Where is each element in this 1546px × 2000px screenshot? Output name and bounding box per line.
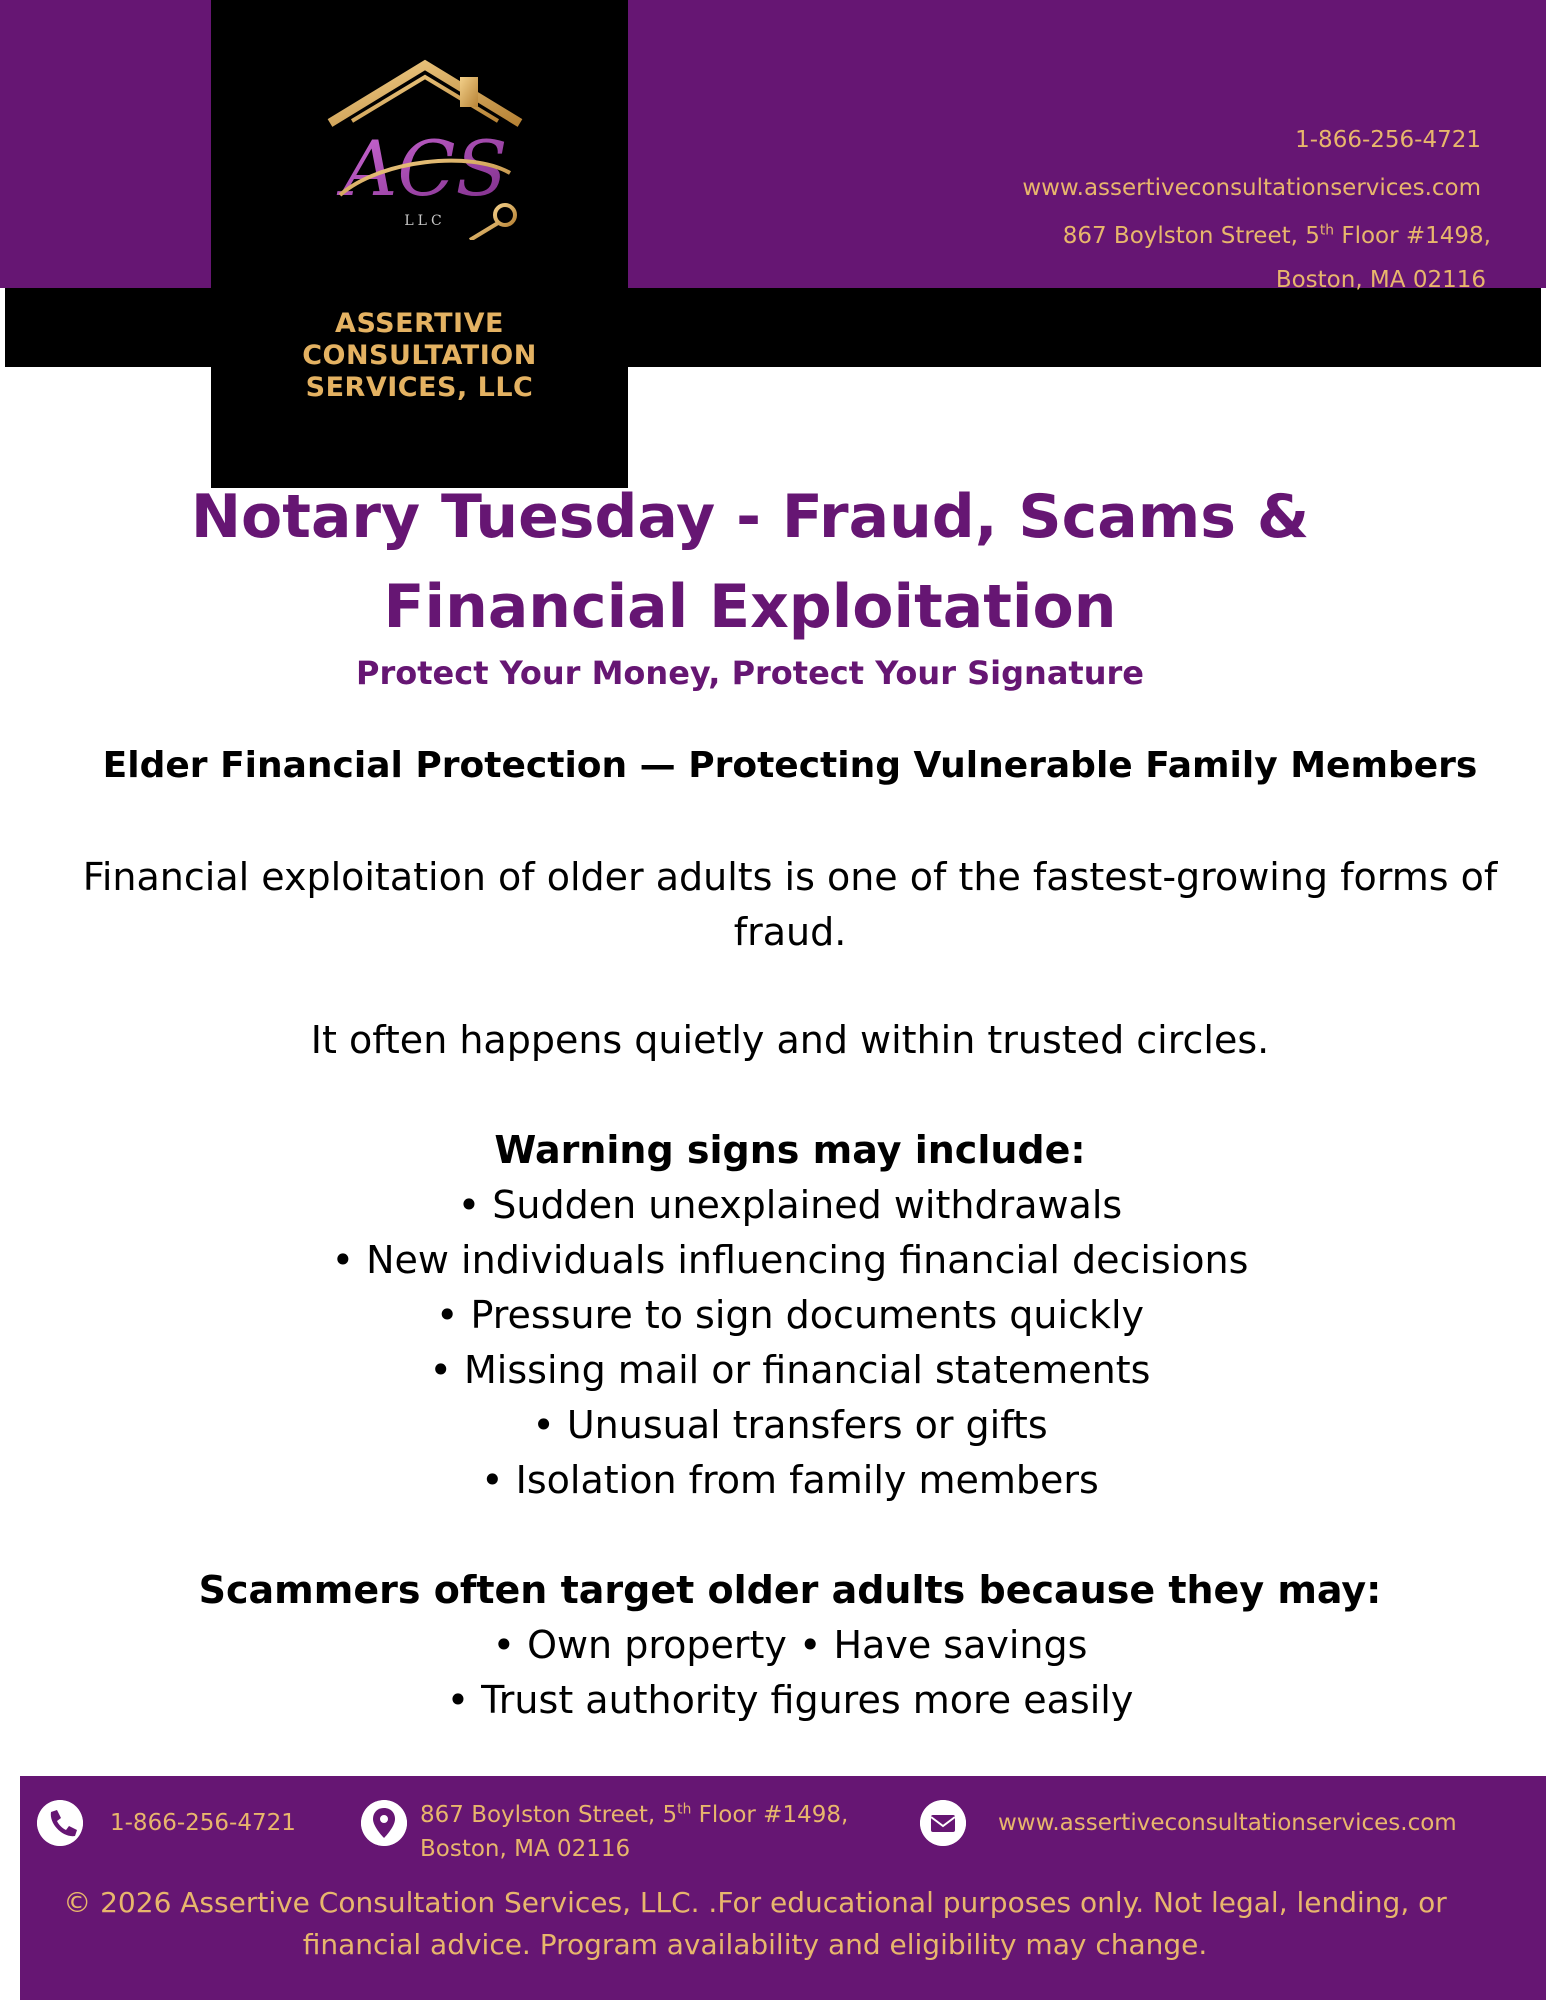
targets-heading: Scammers often target older adults because they may: <box>198 1568 1382 1612</box>
list-item: • Own property • Have savings <box>492 1623 1088 1667</box>
list-item: • Unusual transfers or gifts <box>532 1403 1048 1447</box>
company-name: ASSERTIVE CONSULTATION SERVICES, LLC <box>302 308 537 403</box>
trusted-circles-paragraph: It often happens quietly and within trusted circles. <box>310 1018 1270 1062</box>
list-item: • New individuals influencing financial decisions <box>331 1238 1249 1282</box>
header-address-line2: Boston, MA 02116 <box>1275 267 1486 293</box>
list-item: • Missing mail or financial statements <box>429 1348 1151 1392</box>
list-item: • Pressure to sign documents quickly <box>435 1293 1144 1337</box>
phone-icon <box>37 1800 83 1846</box>
footer-disclaimer: © 2026 Assertive Consultation Services, LLC. .For educational purposes only. Not legal, lending, or financial advice. Program availability and eligibility may change. <box>63 1886 1447 1961</box>
page-title-line1: Notary Tuesday - Fraud, Scams & <box>190 482 1310 552</box>
header-phone[interactable]: 1-866-256-4721 <box>1295 127 1481 153</box>
warning-signs-list <box>40 1178 1540 1508</box>
svg-text:LLC: LLC <box>404 213 446 229</box>
list-item: • Sudden unexplained withdrawals <box>457 1183 1123 1227</box>
mail-icon <box>920 1800 966 1846</box>
footer-address-line1: 867 Boylston Street, 5th Floor #1498, <box>420 1801 849 1828</box>
warning-signs-heading: Warning signs may include: <box>494 1128 1086 1172</box>
footer-phone[interactable]: 1-866-256-4721 <box>110 1810 296 1836</box>
footer-website[interactable]: www.assertiveconsultationservices.com <box>998 1810 1457 1836</box>
header-website[interactable]: www.assertiveconsultationservices.com <box>1022 175 1481 201</box>
intro-paragraph: Financial exploitation of older adults is one of the fastest-growing forms of fraud. <box>82 855 1498 954</box>
targets-list <box>40 1618 1540 1728</box>
list-item: • Trust authority figures more easily <box>446 1678 1134 1722</box>
header-address-line1: 867 Boylston Street, 5th Floor #1498, <box>1062 222 1491 249</box>
company-logo <box>300 55 550 240</box>
svg-text:ACS: ACS <box>342 124 508 213</box>
list-item: • Isolation from family members <box>481 1458 1099 1502</box>
house-roof-icon <box>330 65 520 123</box>
page-subtitle: Protect Your Money, Protect Your Signature <box>356 654 1144 692</box>
page-title <box>100 472 1400 652</box>
section-heading: Elder Financial Protection — Protecting Vulnerable Family Members <box>102 745 1478 786</box>
location-pin-icon <box>361 1800 407 1846</box>
footer-address-line2: Boston, MA 02116 <box>420 1836 631 1862</box>
page-title-line2: Financial Exploitation <box>383 572 1117 642</box>
